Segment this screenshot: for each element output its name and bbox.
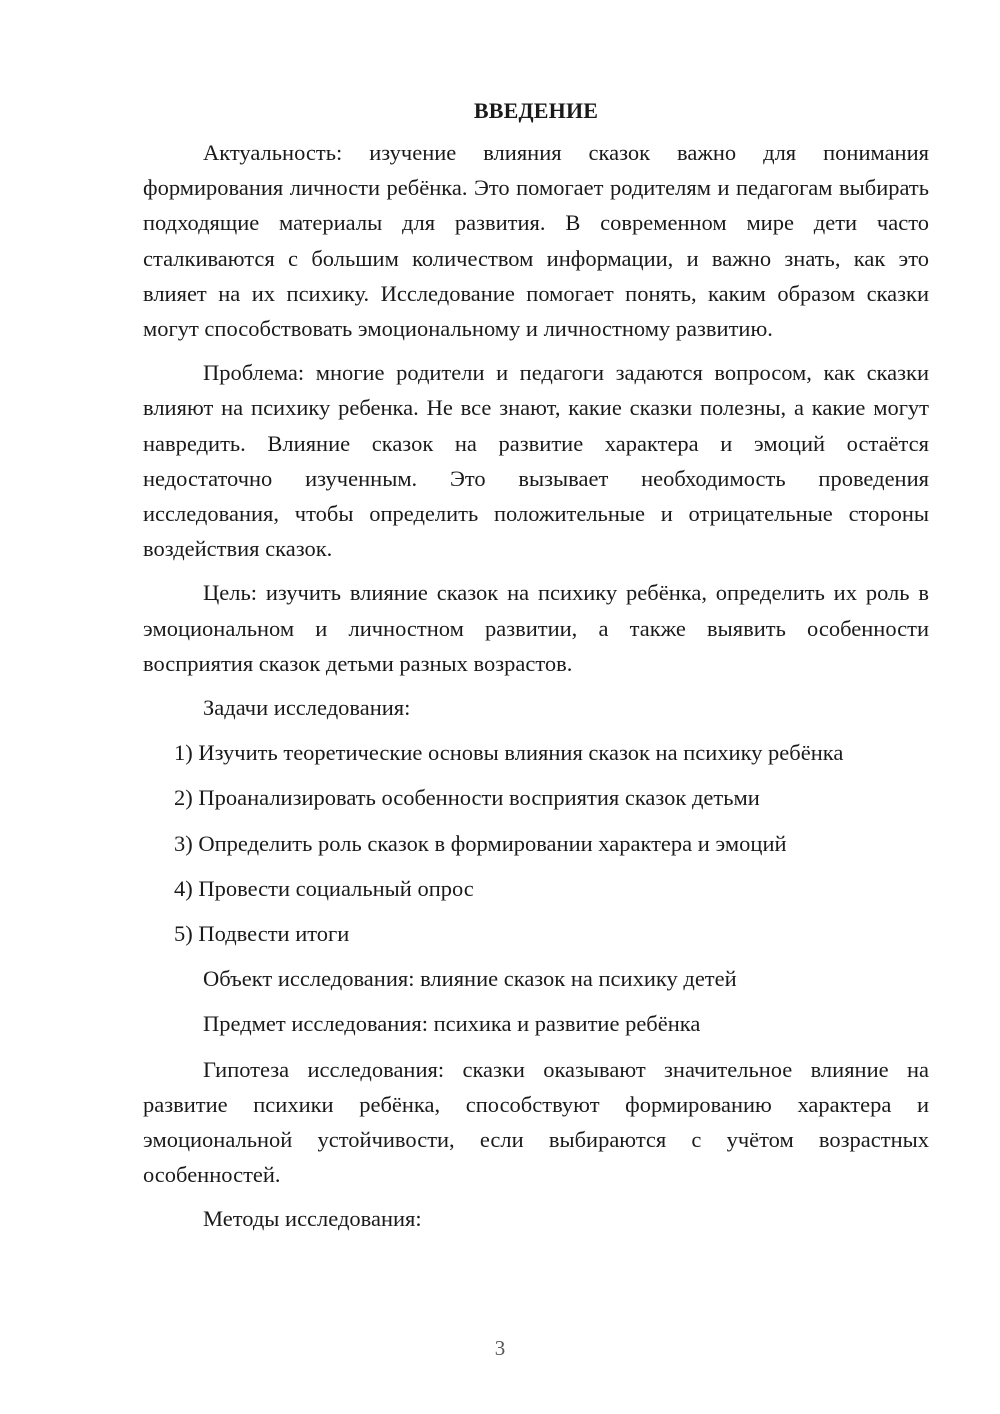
page-content bbox=[143, 93, 929, 1247]
methods-title: Методы исследования: bbox=[203, 1206, 422, 1232]
task-item: 4) Провести социальный опрос bbox=[174, 875, 474, 901]
section-heading: ВВЕДЕНИЕ bbox=[473, 98, 599, 123]
goal-paragraph: Цель: изучить влияние сказок на психику ребёнка, определить их роль в эмоциональном и личностном развитии, а также выявить особенности восприятия сказок детьми разных возрастов. bbox=[143, 580, 929, 676]
task-item: 2) Проанализировать особенности восприятия сказок детьми bbox=[174, 785, 760, 811]
relevance-paragraph: Актуальность: изучение влияния сказок важно для понимания формирования личности ребёнка. Это помогает родителям и педагогам выбирать подходящие материалы для развития. В современном мире дети часто сталкиваются с большим количеством информации, и важно знать, как это влияет на их психику. Исследование помогает понять, каким образом сказки могут способствовать эмоциональному и личностному развитию. bbox=[143, 140, 929, 342]
task-item: 1) Изучить теоретические основы влияния сказок на психику ребёнка bbox=[174, 740, 844, 766]
hypothesis-paragraph: Гипотеза исследования: сказки оказывают значительное влияние на развитие психики ребёнка, способствуют формированию характера и эмоциональной устойчивости, если выбираются с учётом возрастных особенностей. bbox=[143, 1056, 929, 1188]
page-number: 3 bbox=[494, 1336, 506, 1360]
task-item: 5) Подвести итоги bbox=[174, 921, 350, 947]
task-item: 3) Определить роль сказок в формировании характера и эмоций bbox=[174, 830, 787, 856]
problem-paragraph: Проблема: многие родители и педагоги задаются вопросом, как сказки влияют на психику ребенка. Не все знают, какие сказки полезны, а какие могут навредить. Влияние сказок на развитие характера и эмоций остаётся недостаточно изученным. Это вызывает необходимость проведения исследования, чтобы определить положительные и отрицательные стороны воздействия сказок. bbox=[143, 360, 929, 562]
tasks-list bbox=[143, 735, 929, 951]
subject-line: Предмет исследования: психика и развитие ребёнка bbox=[203, 1011, 701, 1037]
tasks-title: Задачи исследования: bbox=[203, 695, 411, 721]
object-line: Объект исследования: влияние сказок на психику детей bbox=[203, 966, 737, 992]
